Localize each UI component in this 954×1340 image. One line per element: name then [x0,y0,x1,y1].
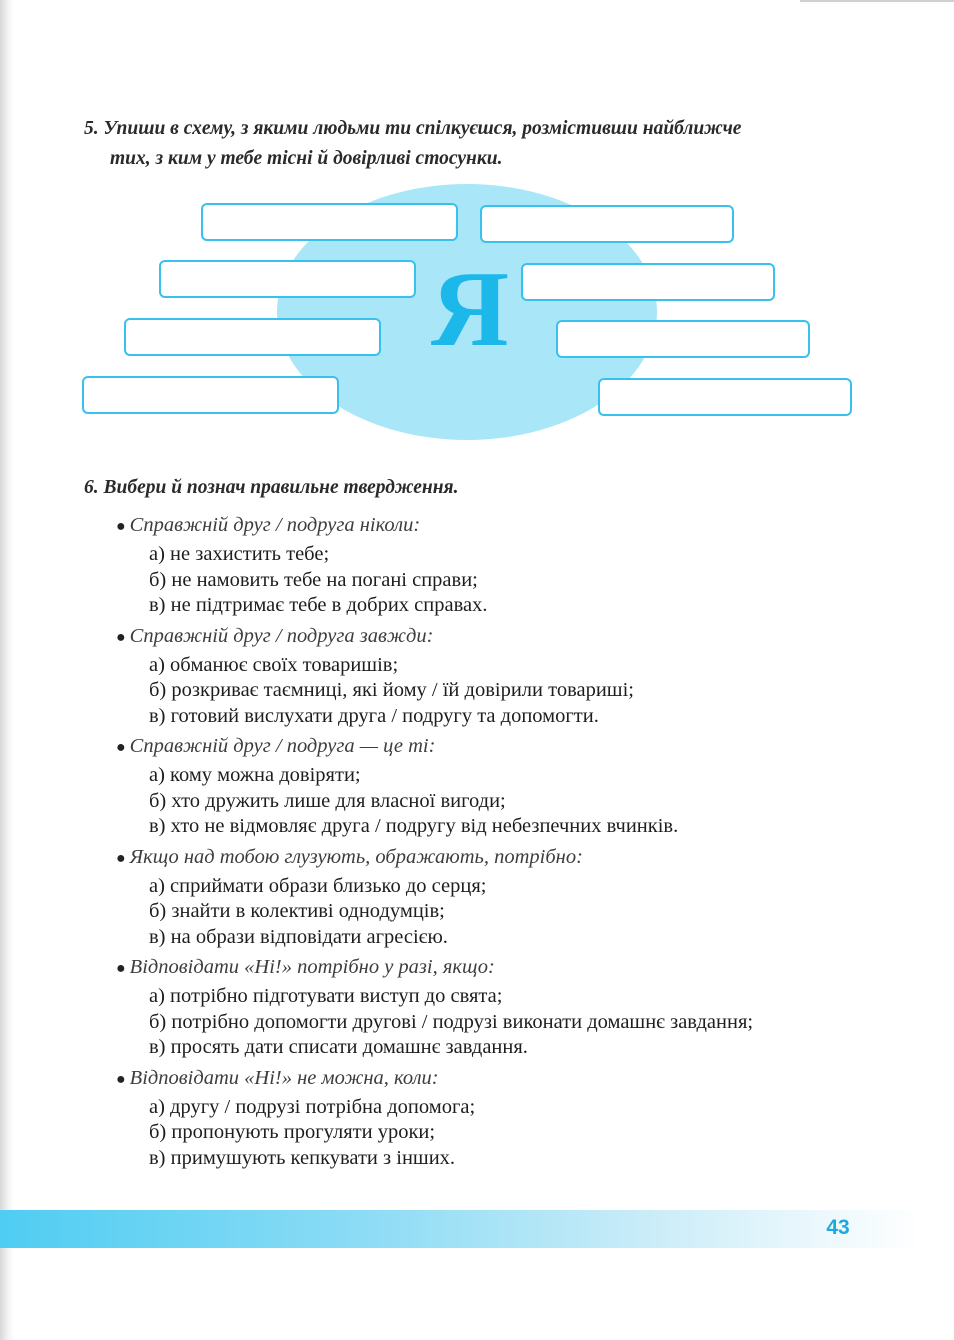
answer-option[interactable]: а) обманює своїх товаришів; [149,653,399,676]
question-prompt: ● Справжній друг / подруга завжди: [116,624,434,647]
bullet-icon: ● [116,1070,126,1088]
bullet-icon: ● [116,960,126,977]
task-5-line-2: тих, з ким у тебе тісні й довірливі стосунки. [110,148,503,169]
question-block [116,1065,876,1172]
answer-options [149,653,876,730]
scheme-input-box-left-3[interactable] [124,318,381,356]
question-prompt: ● Відповідати «Ні!» не можна, коли: [116,1066,439,1089]
answer-option[interactable]: б) пропонують прогуляти уроки; [149,1121,436,1143]
answer-option[interactable]: в) просять дати списати домашнє завдання. [149,1036,528,1058]
answer-option[interactable]: б) розкриває таємниці, які йому / їй довірили товариші; [149,679,634,701]
bullet-icon: ● [116,628,126,646]
bullet-icon: ● [116,518,126,535]
answer-option[interactable]: а) другу / подрузі потрібна допомога; [149,1095,476,1118]
scheme-input-box-left-2[interactable] [159,260,416,298]
scheme-input-box-right-4[interactable] [598,378,852,416]
footer-gradient-bar [0,1210,920,1248]
answer-option[interactable]: а) сприймати образи близько до серця; [149,874,487,897]
scheme-input-box-left-4[interactable] [82,376,339,414]
answer-options [149,1095,876,1172]
question-block [116,512,876,619]
question-prompt: ● Якщо над тобою глузують, ображають, потрібно: [116,845,583,868]
answer-option[interactable]: б) не намовить тебе на погані справи; [149,568,478,591]
question-block [116,623,876,730]
answer-options [149,763,876,840]
task-5-title [84,114,884,174]
question-list [116,512,876,1175]
answer-option[interactable]: в) готовий вислухати друга / подругу та допомогти. [149,704,599,727]
bullet-icon: ● [116,849,126,867]
question-block [116,954,876,1061]
answer-option[interactable]: в) примушують кепкувати з інших. [149,1146,456,1169]
relationship-scheme [0,180,954,445]
answer-option[interactable]: в) хто не відмовляє друга / подругу від небезпечних вчинків. [149,815,679,837]
top-border-line [800,0,954,2]
bullet-icon: ● [116,739,126,756]
page-number: 43 [826,1216,850,1239]
answer-option[interactable]: а) потрібно підготувати виступ до свята; [149,985,503,1007]
answer-option[interactable]: б) хто дружить лише для власної вигоди; [149,789,506,812]
task-5-line-1: 5. Упиши в схему, з якими людьми ти спілкуєшся, розмістивши найближче [84,118,742,139]
task-6-title: 6. Вибери й познач правильне твердження. [84,477,459,498]
center-letter: Я [431,250,509,369]
question-prompt: ● Відповідати «Ні!» потрібно у разі, якщо: [116,956,495,978]
scheme-input-box-left-1[interactable] [201,203,458,241]
question-prompt: ● Справжній друг / подруга — це ті: [116,735,436,757]
answer-options [149,984,876,1061]
question-block [116,844,876,951]
question-block [116,733,876,840]
scheme-input-box-right-3[interactable] [556,320,810,358]
scheme-input-box-right-2[interactable] [521,263,775,301]
question-prompt: ● Справжній друг / подруга ніколи: [116,514,421,536]
answer-option[interactable]: б) знайти в колективі однодумців; [149,900,445,922]
answer-option[interactable]: в) на образи відповідати агресією. [149,925,448,948]
answer-option[interactable]: а) кому можна довіряти; [149,764,361,786]
answer-options [149,874,876,951]
answer-option[interactable]: б) потрібно допомогти другові / подрузі виконати домашнє завдання; [149,1010,754,1033]
answer-option[interactable]: а) не захистить тебе; [149,543,330,565]
answer-option[interactable]: в) не підтримає тебе в добрих справах. [149,594,488,616]
scheme-input-box-right-1[interactable] [480,205,734,243]
answer-options [149,542,876,619]
